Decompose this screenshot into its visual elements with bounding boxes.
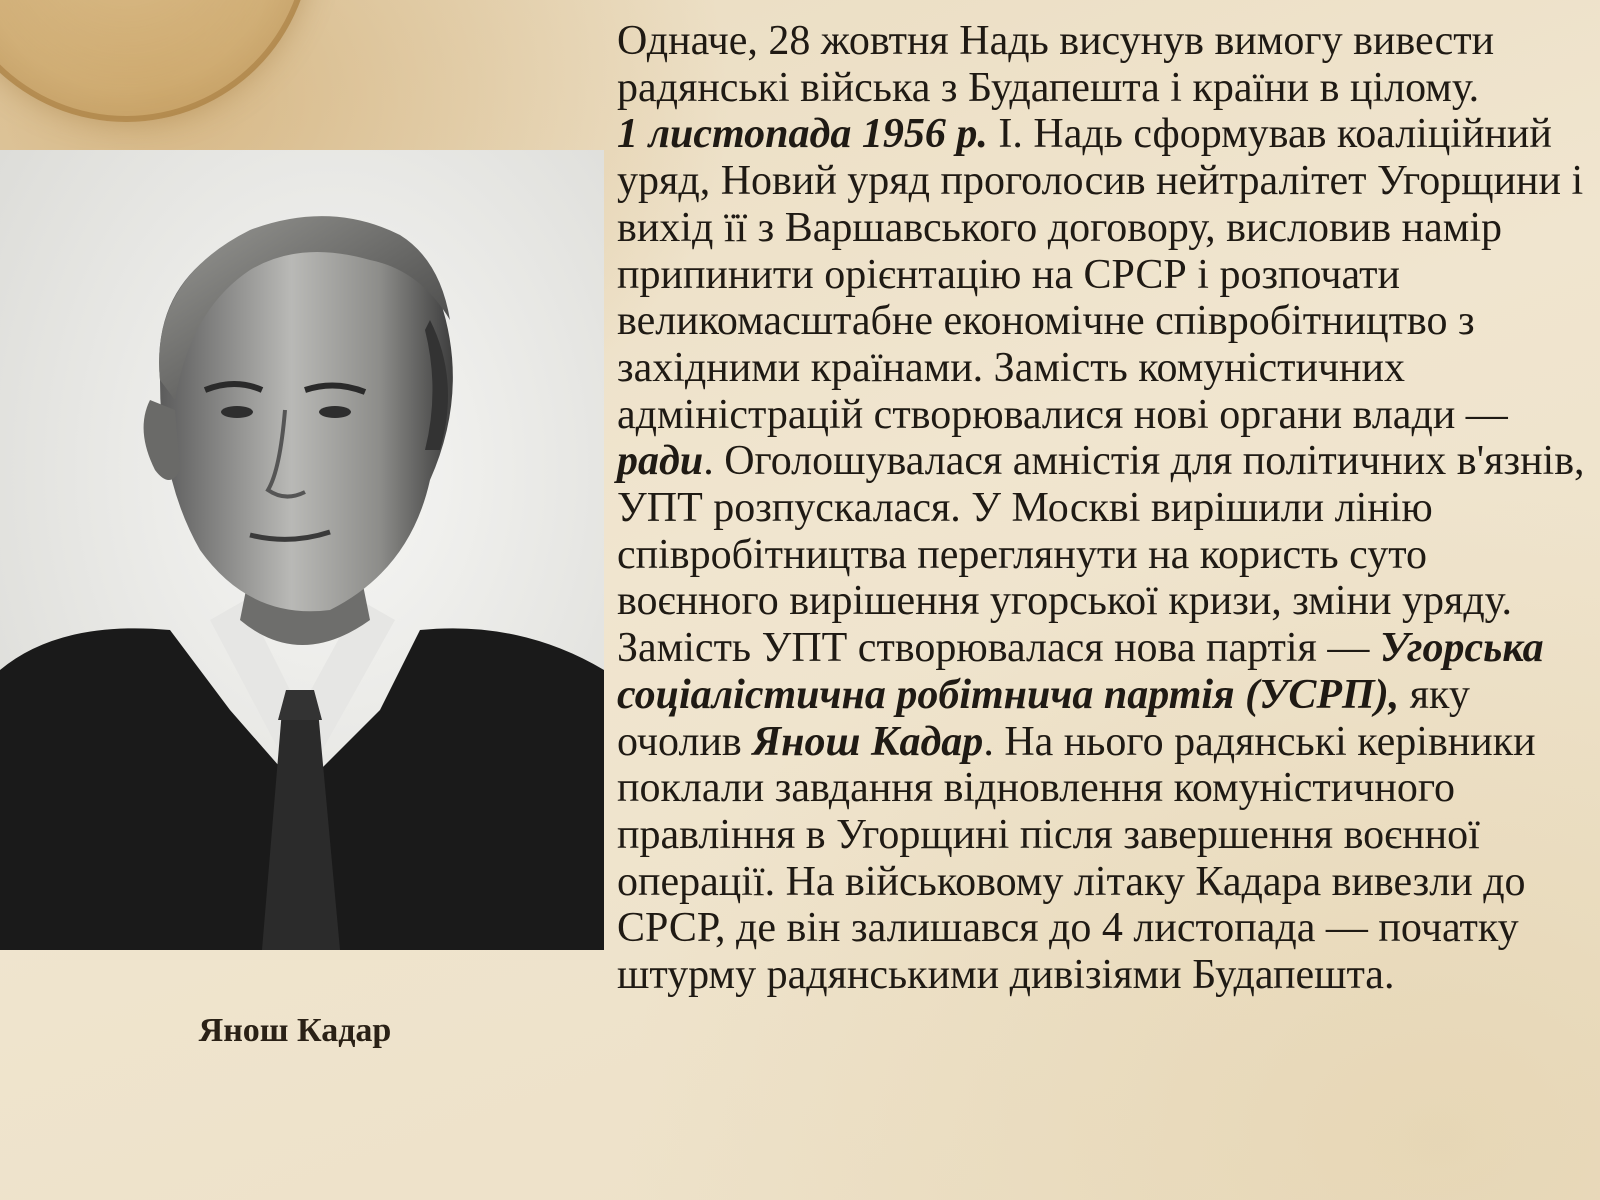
paragraph-intro: Одначе, 28 жовтня Надь висунув вимогу вивести радянські війська з Будапешта і країни в цілому. (617, 18, 1495, 111)
paragraph-part-b: . Оголошувалася амністія для політичних в'язнів, УПТ розпускалася. У Москві вирішили лінію співробітництва переглянути на користь суто воєнного вирішення угорської кризи, зміни уряду. Замість УПТ створювалася нова партія — (617, 438, 1585, 672)
paragraph-part-a: І. Надь сформував коаліційний уряд, Новий уряд проголосив нейтралітет Угорщини і вихід її з Варшавського договору, висловив намір припинити орієнтацію на СРСР і розпочати великомасштабне економічне співробітництво з західними країнами. Замість комуністичних адміністрацій створювалися нові органи влади — (617, 111, 1584, 438)
paragraph-part-d: . На нього радянські керівники поклали завдання відновлення комуністичного правління в Угорщині після завершення воєнної операції. На військовому літаку Кадара вивезли до СРСР, де він залишався до 4 листопада — початку штурму радянськими дивізіями Будапешта. (617, 718, 1536, 999)
photo-caption: Янош Кадар (198, 1012, 392, 1049)
date-highlight: 1 листопада 1956 р. (617, 111, 988, 158)
kadar-highlight: Янош Кадар (752, 718, 984, 765)
body-text (617, 18, 1592, 999)
paragraph-part-c: яку очолив (617, 671, 1470, 765)
portrait-illustration (0, 150, 604, 950)
compass-decoration (0, 0, 312, 122)
portrait-photo (0, 150, 604, 950)
party-highlight: Угорська соціалістична робітнича партія (УСРП), (617, 625, 1544, 718)
radi-highlight: ради (617, 438, 704, 485)
